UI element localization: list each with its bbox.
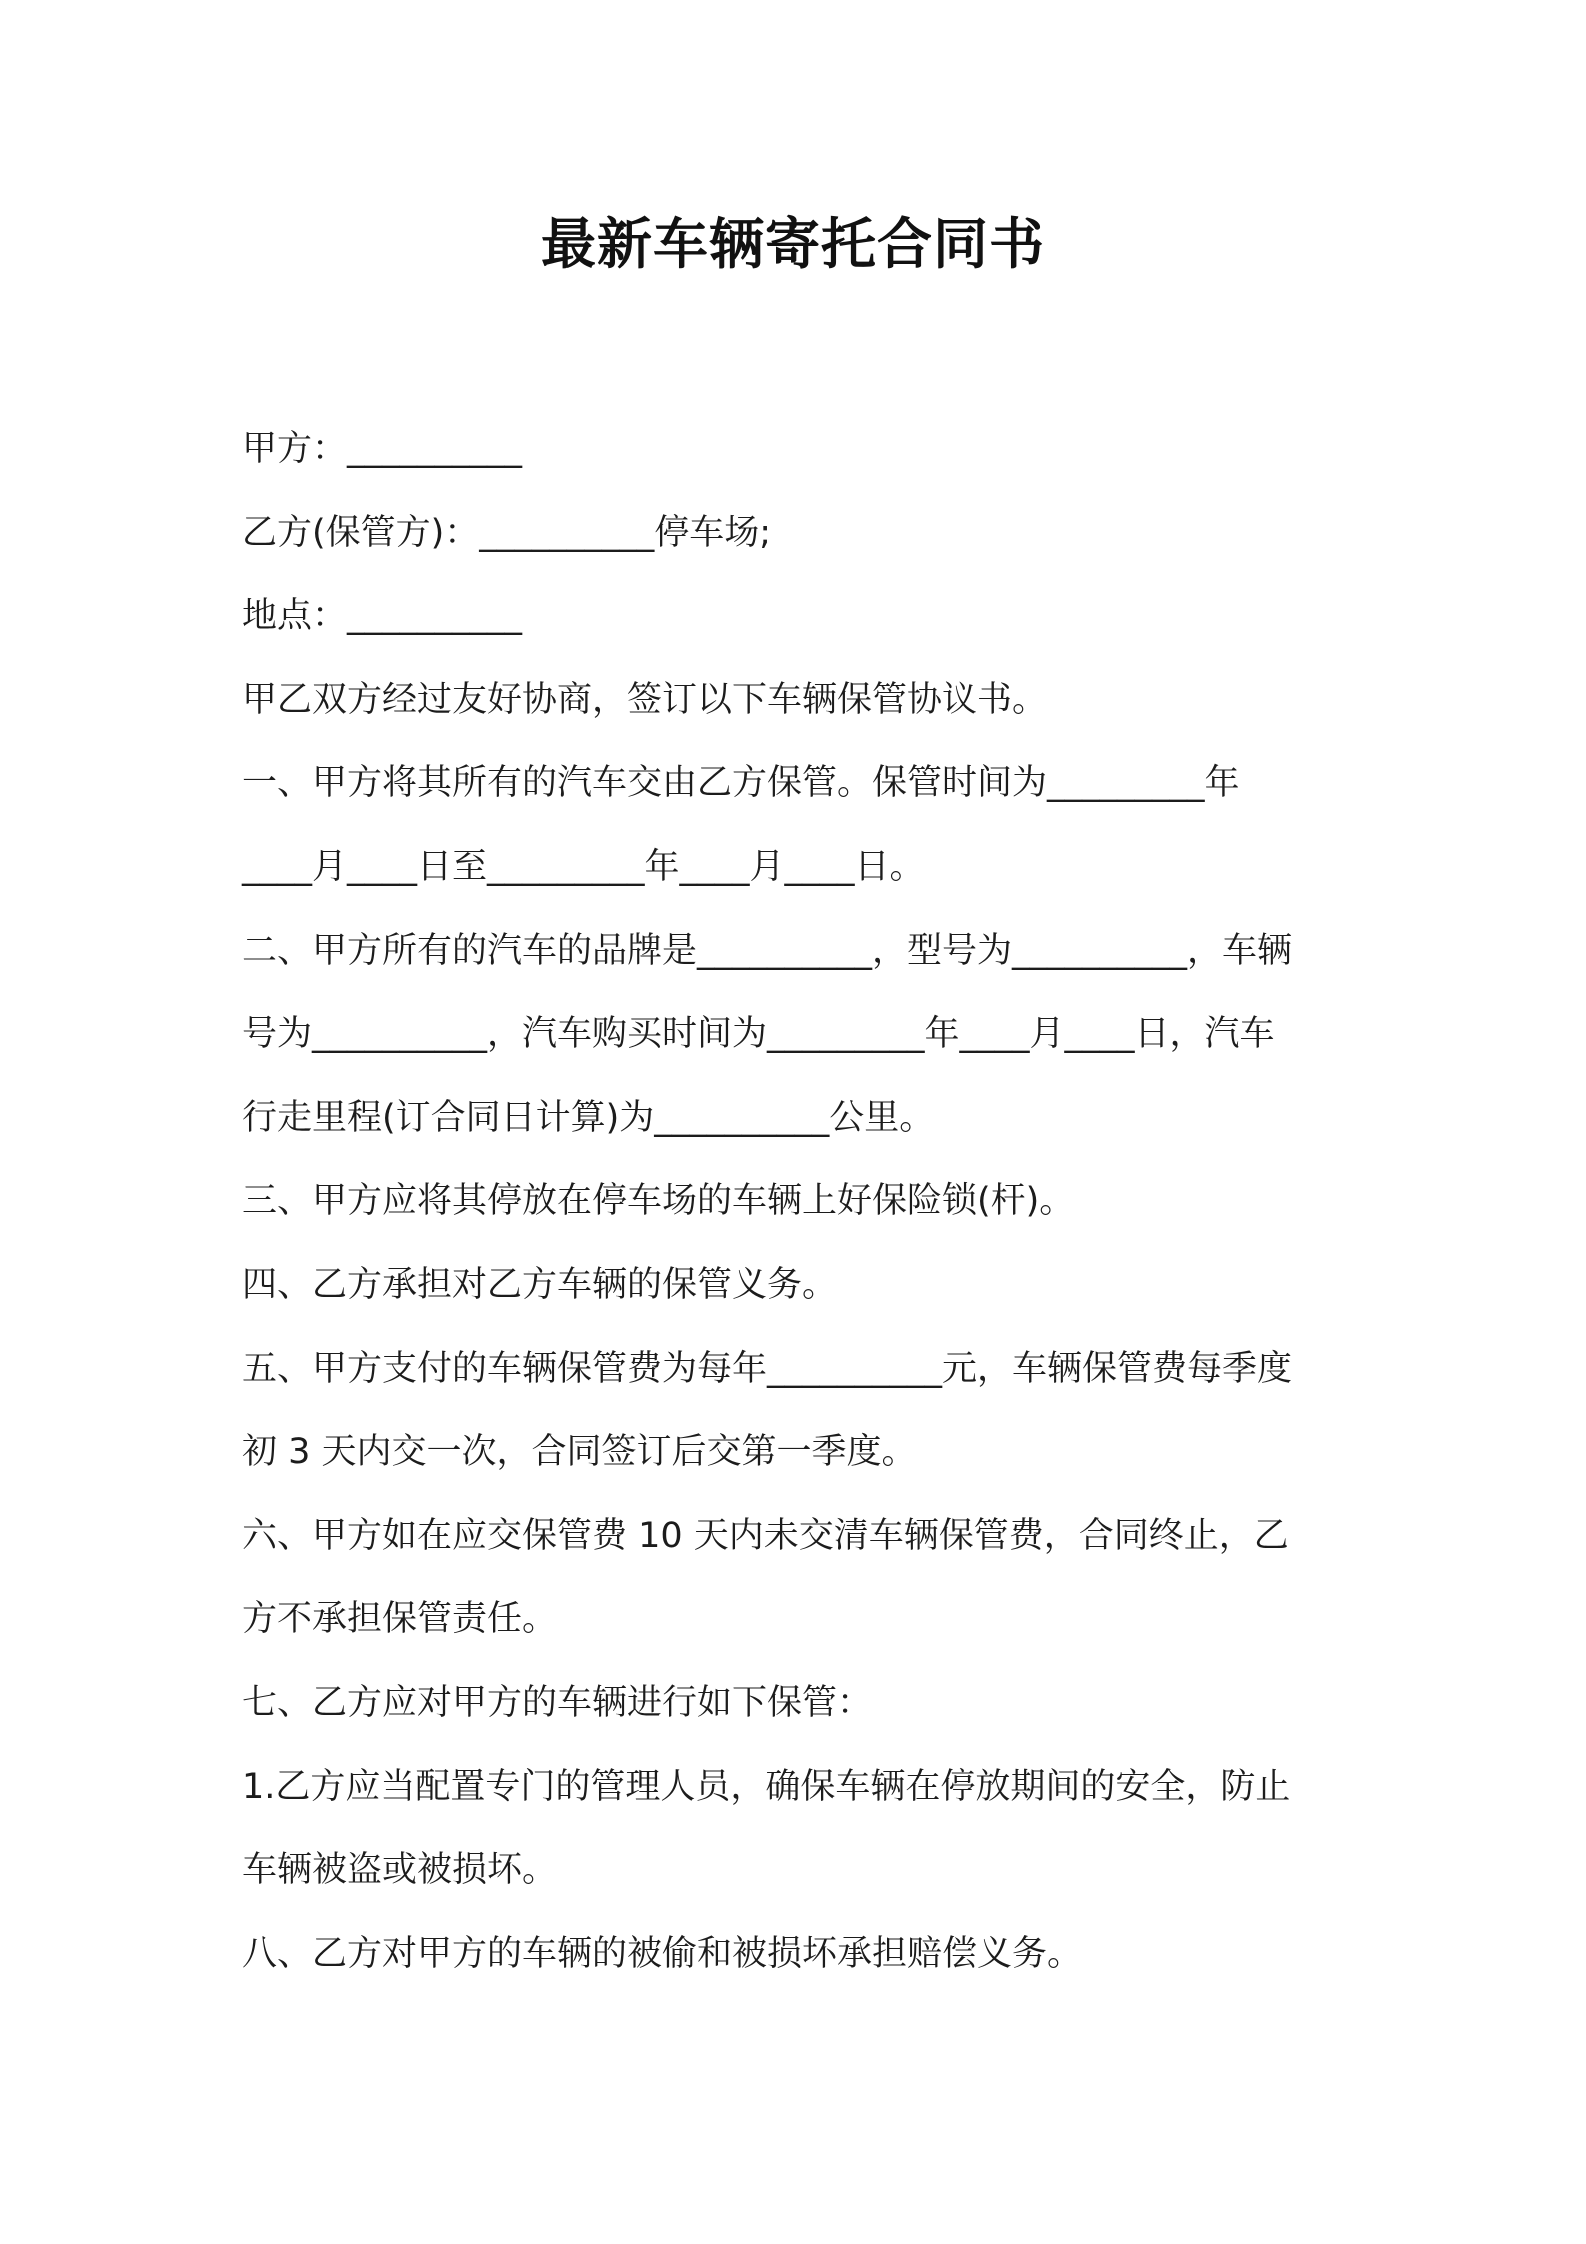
clause-3-line: 三、甲方应将其停放在停车场的车辆上好保险锁(杆)。	[242, 1181, 1075, 1222]
party-a-line: 甲方：__________	[242, 429, 523, 469]
document-body	[242, 408, 1352, 1996]
clause-6-line-1: 六、甲方如在应交保管费 10 天内未交清车辆保管费，合同终止，乙	[242, 1515, 1289, 1556]
clause-2-line-3: 行走里程(订合同日计算)为__________公里。	[242, 1097, 935, 1138]
clause-1-line-1: 一、甲方将其所有的汽车交由乙方保管。保管时间为_________年	[242, 763, 1240, 804]
clause-7-line: 七、乙方应对甲方的车辆进行如下保管：	[242, 1682, 873, 1723]
clause-5-line-1: 五、甲方支付的车辆保管费为每年__________元，车辆保管费每季度	[242, 1348, 1293, 1389]
clause-7-item-1-line-1: 1.乙方应当配置专门的管理人员，确保车辆在停放期间的安全，防止	[242, 1766, 1291, 1807]
clause-1-line-2: ____月____日至_________年____月____日。	[242, 846, 925, 887]
clause-2-line-2: 号为__________，汽车购买时间为_________年____月____日，汽车	[242, 1014, 1275, 1055]
clause-5-line-2: 初 3 天内交一次，合同签订后交第一季度。	[242, 1432, 917, 1473]
clause-8-line: 八、乙方对甲方的车辆的被偷和被损坏承担赔偿义务。	[242, 1933, 1083, 1974]
document-title: 最新车辆寄托合同书	[540, 212, 1045, 276]
location-line: 地点：__________	[242, 596, 523, 637]
clause-4-line: 四、乙方承担对乙方车辆的保管义务。	[242, 1264, 838, 1305]
clause-2-line-1: 二、甲方所有的汽车的品牌是__________，型号为__________，车辆	[242, 930, 1293, 971]
party-b-line: 乙方(保管方)：__________停车场;	[242, 512, 772, 553]
clause-6-line-2: 方不承担保管责任。	[242, 1599, 558, 1640]
clause-7-item-1-line-2: 车辆被盗或被损坏。	[242, 1850, 558, 1891]
preamble-line: 甲乙双方经过友好协商，签订以下车辆保管协议书。	[242, 679, 1048, 720]
